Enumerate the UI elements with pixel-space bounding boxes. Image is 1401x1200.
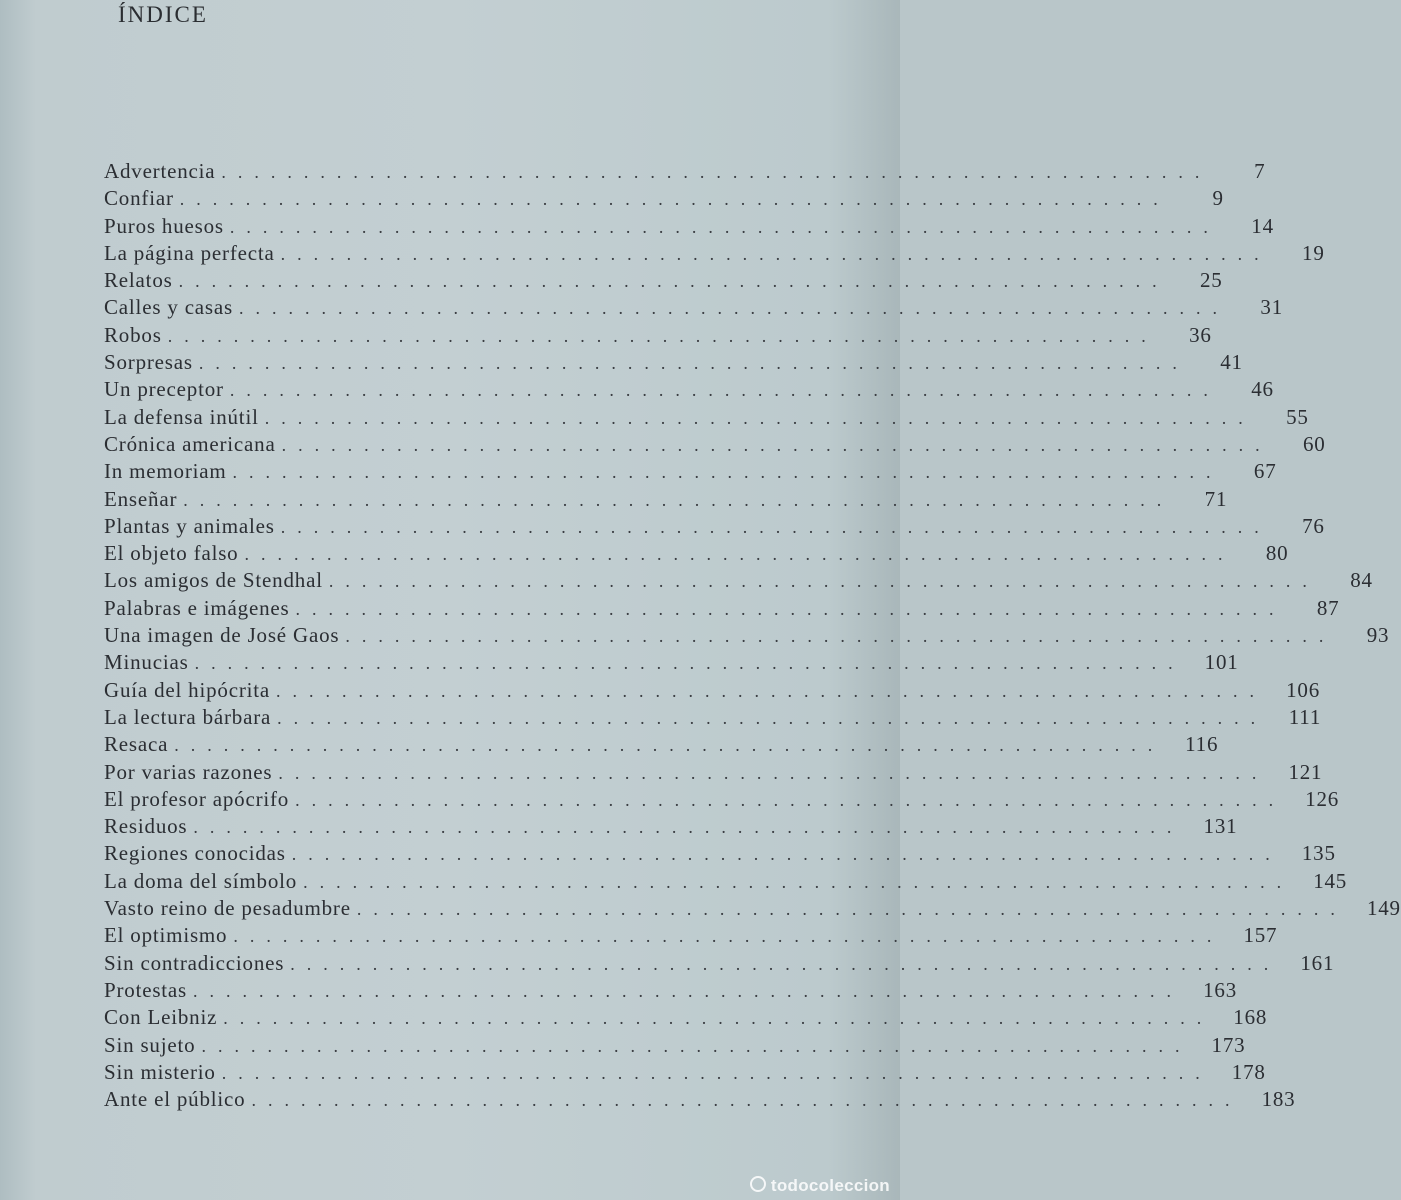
dot-leader: ............................................................ bbox=[278, 762, 1269, 783]
toc-entry bbox=[104, 267, 1223, 294]
page-heading: ÍNDICE bbox=[118, 2, 208, 27]
toc-entry-title: La doma del símbolo bbox=[104, 868, 298, 893]
toc-entry bbox=[104, 513, 1325, 540]
toc-entry bbox=[104, 240, 1325, 267]
toc-entry bbox=[104, 895, 1401, 922]
toc-entry-title: Por varias razones bbox=[104, 759, 273, 784]
toc-entry-page-number: 67 bbox=[1253, 459, 1277, 484]
toc-entry-title: In memoriam bbox=[104, 459, 227, 484]
watermark bbox=[750, 1176, 890, 1196]
toc-entry bbox=[104, 977, 1238, 1004]
toc-entry-title: Con Leibniz bbox=[104, 1005, 218, 1030]
toc-entry-page-number: 7 bbox=[1254, 159, 1266, 183]
toc-entry bbox=[104, 1059, 1266, 1086]
toc-entry-page-number: 135 bbox=[1301, 841, 1336, 866]
toc-entry-title: Sin misterio bbox=[104, 1059, 216, 1084]
toc-entry bbox=[104, 759, 1323, 786]
dot-leader: ............................................................ bbox=[251, 1090, 1242, 1111]
toc-entry bbox=[104, 922, 1278, 949]
toc-entry-title: Guía del hipócrita bbox=[104, 677, 271, 702]
toc-entry-page-number: 19 bbox=[1302, 240, 1325, 265]
toc-entry-title: Confiar bbox=[104, 186, 174, 211]
dot-leader: ............................................................ bbox=[221, 1062, 1212, 1083]
toc-entry-title: Residuos bbox=[104, 814, 188, 839]
toc-entry-page-number: 149 bbox=[1366, 896, 1401, 921]
toc-entry-title: Robos bbox=[104, 322, 162, 347]
toc-entry bbox=[104, 786, 1340, 813]
toc-entry-title: Palabras e imágenes bbox=[104, 595, 290, 620]
toc-entry bbox=[104, 567, 1373, 594]
toc-entry bbox=[104, 704, 1322, 731]
toc-entry-page-number: 93 bbox=[1366, 623, 1390, 648]
toc-entry-page-number: 178 bbox=[1231, 1059, 1266, 1084]
dot-leader: ............................................................ bbox=[193, 980, 1184, 1001]
toc-entry bbox=[104, 677, 1321, 704]
dot-leader: ............................................................ bbox=[264, 407, 1255, 428]
toc-entry-page-number: 121 bbox=[1288, 759, 1323, 784]
toc-entry-page-number: 161 bbox=[1300, 950, 1335, 975]
dot-leader: ............................................................ bbox=[233, 926, 1224, 947]
toc-entry-title: Ante el público bbox=[104, 1087, 246, 1112]
toc-entry-title: Enseñar bbox=[104, 486, 178, 511]
dot-leader: ............................................................ bbox=[193, 817, 1184, 838]
toc-entry bbox=[104, 213, 1274, 240]
dot-leader: ............................................................ bbox=[167, 325, 1158, 346]
toc-entry-page-number: 46 bbox=[1251, 377, 1274, 402]
toc-entry bbox=[104, 649, 1239, 676]
toc-entry-title: La página perfecta bbox=[104, 240, 275, 265]
dot-leader: ............................................................ bbox=[280, 516, 1271, 537]
dot-leader: ............................................................ bbox=[303, 871, 1294, 892]
toc-entry bbox=[104, 404, 1309, 431]
toc-entry-title: Sin sujeto bbox=[104, 1032, 196, 1057]
dot-leader: ............................................................ bbox=[178, 271, 1169, 292]
dot-leader: ............................................................ bbox=[281, 434, 1272, 455]
toc-entry-title: Puros huesos bbox=[104, 213, 224, 238]
toc-entry-page-number: 163 bbox=[1203, 977, 1238, 1002]
toc-entry-title: Una imagen de José Gaos bbox=[104, 623, 340, 648]
toc-entry bbox=[104, 376, 1274, 403]
toc-entry bbox=[104, 431, 1326, 458]
dot-leader: ............................................................ bbox=[229, 380, 1220, 401]
toc-entry-page-number: 116 bbox=[1185, 732, 1219, 757]
dot-leader: ............................................................ bbox=[244, 544, 1235, 565]
table-of-contents bbox=[104, 158, 1401, 1113]
toc-entry-page-number: 126 bbox=[1305, 786, 1340, 811]
toc-entry bbox=[104, 595, 1340, 622]
toc-entry-title: Relatos bbox=[104, 268, 173, 293]
dot-leader: ............................................................ bbox=[345, 626, 1336, 647]
toc-entry-page-number: 183 bbox=[1261, 1087, 1296, 1112]
toc-entry-page-number: 25 bbox=[1199, 268, 1223, 293]
dot-leader: ............................................................ bbox=[356, 899, 1347, 920]
toc-entry bbox=[104, 840, 1336, 867]
toc-entry bbox=[104, 458, 1277, 485]
dot-leader: ............................................................ bbox=[198, 353, 1189, 374]
dot-leader: ............................................................ bbox=[276, 680, 1267, 701]
toc-entry-title: Regiones conocidas bbox=[104, 841, 286, 866]
dot-leader: ............................................................ bbox=[232, 462, 1223, 483]
toc-entry bbox=[104, 158, 1266, 185]
dot-leader: ............................................................ bbox=[223, 1008, 1214, 1029]
toc-entry-page-number: 76 bbox=[1302, 513, 1325, 538]
dot-leader: ............................................................ bbox=[229, 216, 1220, 237]
toc-entry-page-number: 9 bbox=[1212, 186, 1224, 211]
toc-entry bbox=[104, 950, 1335, 977]
toc-entry bbox=[104, 1032, 1246, 1059]
toc-entry-title: Protestas bbox=[104, 977, 188, 1002]
toc-entry-title: El profesor apócrifo bbox=[104, 786, 290, 811]
toc-entry-page-number: 157 bbox=[1243, 923, 1278, 948]
dot-leader: ............................................................ bbox=[194, 653, 1185, 674]
toc-entry-title: Minucias bbox=[104, 650, 189, 675]
dot-leader: ............................................................ bbox=[239, 298, 1229, 319]
toc-entry-page-number: 84 bbox=[1350, 568, 1373, 593]
toc-entry-title: Crónica americana bbox=[104, 431, 276, 456]
toc-entry-page-number: 106 bbox=[1286, 677, 1321, 702]
toc-entry-page-number: 55 bbox=[1286, 404, 1309, 429]
dot-leader: ............................................................ bbox=[328, 571, 1319, 592]
toc-entry bbox=[104, 622, 1390, 649]
dot-leader: ............................................................ bbox=[201, 1035, 1192, 1056]
dot-leader: ............................................................ bbox=[179, 189, 1170, 210]
dot-leader: ............................................................ bbox=[295, 789, 1286, 810]
dot-leader: ............................................................ bbox=[221, 162, 1212, 182]
toc-entry-title: La lectura bárbara bbox=[104, 704, 272, 729]
dot-leader: ............................................................ bbox=[174, 735, 1165, 756]
toc-entry bbox=[104, 349, 1243, 376]
toc-entry bbox=[104, 486, 1228, 513]
toc-entry bbox=[104, 1086, 1296, 1113]
toc-entry-page-number: 101 bbox=[1204, 650, 1239, 675]
toc-entry bbox=[104, 731, 1219, 758]
dot-leader: ............................................................ bbox=[183, 489, 1174, 510]
toc-entry-title: El optimismo bbox=[104, 923, 228, 948]
toc-entry bbox=[104, 868, 1348, 895]
toc-entry-title: Calles y casas bbox=[104, 295, 233, 320]
toc-entry-page-number: 71 bbox=[1204, 486, 1228, 511]
toc-entry-title: Un preceptor bbox=[104, 377, 224, 402]
toc-entry-title: El objeto falso bbox=[104, 541, 239, 566]
toc-entry-title: Los amigos de Stendhal bbox=[104, 568, 323, 593]
toc-entry-page-number: 173 bbox=[1211, 1032, 1246, 1057]
toc-entry bbox=[104, 185, 1224, 212]
toc-entry-page-number: 41 bbox=[1220, 350, 1243, 375]
toc-entry bbox=[104, 322, 1212, 349]
toc-entry-title: Sorpresas bbox=[104, 350, 193, 375]
dot-leader: ............................................................ bbox=[280, 243, 1271, 264]
toc-entry-page-number: 14 bbox=[1251, 213, 1274, 238]
dot-leader: ............................................................ bbox=[295, 598, 1286, 619]
toc-entry-page-number: 145 bbox=[1313, 868, 1348, 893]
toc-entry-page-number: 131 bbox=[1203, 814, 1238, 839]
toc-entry-title: Resaca bbox=[104, 732, 169, 757]
toc-entry-title: La defensa inútil bbox=[104, 404, 259, 429]
dot-leader: ............................................................ bbox=[290, 953, 1281, 974]
toc-entry-title: Plantas y animales bbox=[104, 513, 275, 538]
toc-entry-page-number: 80 bbox=[1265, 541, 1289, 566]
toc-entry-page-number: 31 bbox=[1260, 295, 1283, 320]
toc-entry-title: Vasto reino de pesadumbre bbox=[104, 896, 351, 921]
toc-entry bbox=[104, 813, 1238, 840]
toc-entry-page-number: 60 bbox=[1302, 431, 1326, 456]
toc-entry-page-number: 111 bbox=[1288, 704, 1322, 729]
toc-entry-page-number: 168 bbox=[1233, 1005, 1268, 1030]
watermark-logo-icon bbox=[750, 1176, 766, 1192]
toc-entry-page-number: 36 bbox=[1189, 322, 1212, 347]
watermark-text: todocoleccion bbox=[770, 1176, 890, 1195]
toc-entry bbox=[104, 540, 1289, 567]
toc-entry-title: Sin contradicciones bbox=[104, 950, 285, 975]
toc-entry bbox=[104, 1004, 1268, 1031]
dot-leader: ............................................................ bbox=[277, 707, 1268, 728]
toc-entry-page-number: 87 bbox=[1316, 595, 1340, 620]
dot-leader: ............................................................ bbox=[291, 844, 1282, 865]
toc-entry-title: Advertencia bbox=[104, 159, 216, 183]
toc-entry bbox=[104, 294, 1283, 321]
